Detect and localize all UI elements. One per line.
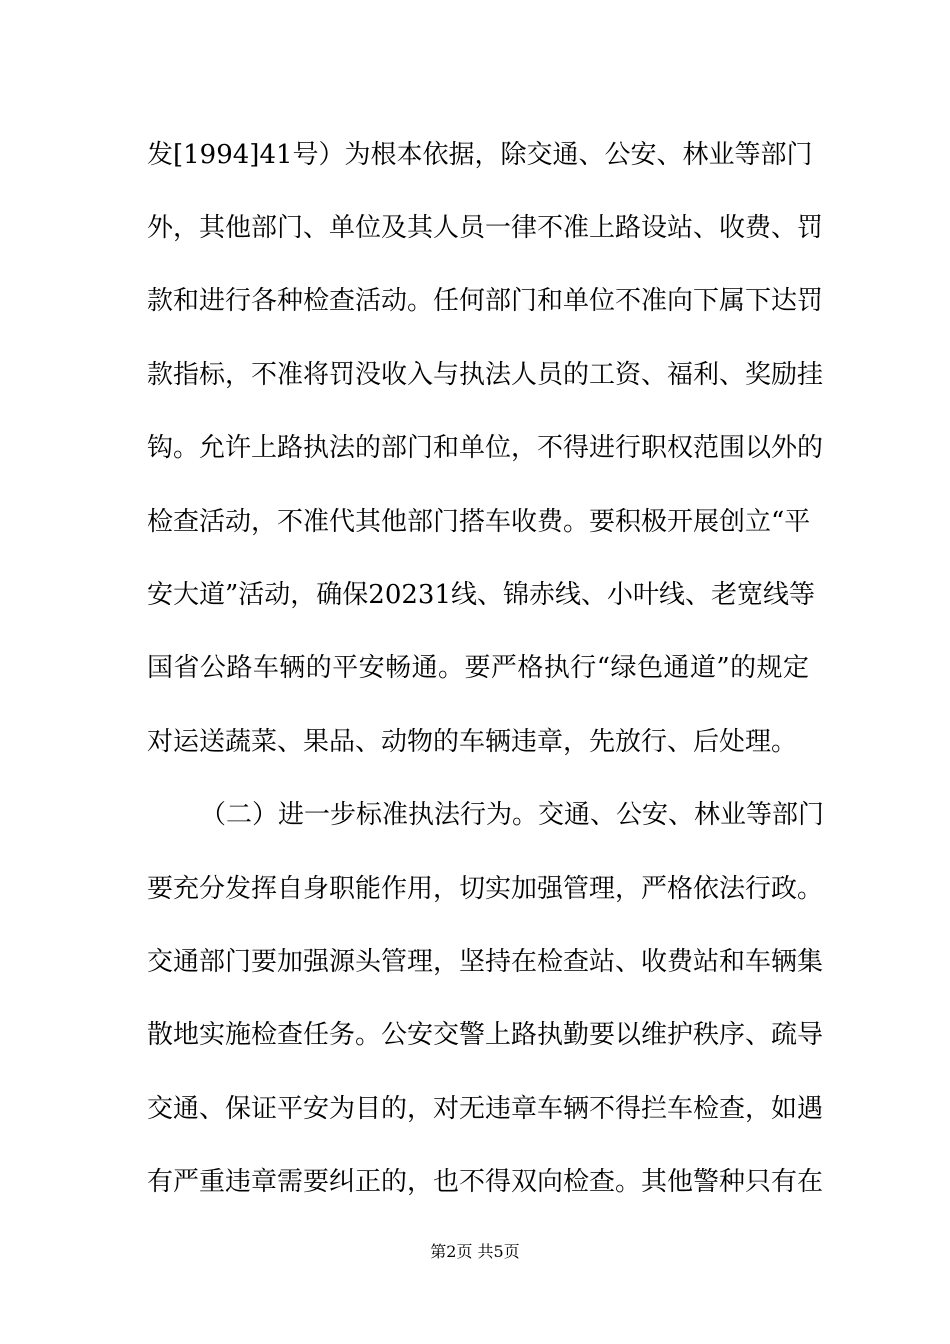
text-line-2: 外，其他部门、单位及其人员一律不准上路设站、收费、罚	[147, 213, 824, 243]
text-line-3: 款和进行各种检查活动。任何部门和单位不准向下属下达罚	[147, 286, 824, 316]
text-line-10: （二）进一步标准执法行为。交通、公安、林业等部门	[200, 800, 825, 830]
text-line-7: 安大道”活动，确保20231线、锦赤线、小叶线、老宽线等	[147, 580, 816, 610]
text-line-9: 对运送蔬菜、果品、动物的车辆违章，先放行、后处理。	[147, 727, 798, 757]
text-line-8: 国省公路车辆的平安畅通。要严格执行“绿色通道”的规定	[147, 653, 809, 683]
text-line-13: 散地实施检查任务。公安交警上路执勤要以维护秩序、疏导	[147, 1020, 824, 1050]
text-line-15: 有严重违章需要纠正的，也不得双向检查。其他警种只有在	[147, 1167, 824, 1197]
text-line-5: 钩。允许上路执法的部门和单位，不得进行职权范围以外的	[147, 433, 824, 463]
text-line-12: 交通部门要加强源头管理，坚持在检查站、收费站和车辆集	[147, 947, 824, 977]
text-line-6: 检查活动，不准代其他部门搭车收费。要积极开展创立“平	[147, 507, 811, 537]
text-line-14: 交通、保证平安为目的，对无违章车辆不得拦车检查，如遇	[147, 1094, 824, 1124]
page-footer: 第2页 共5页	[430, 1242, 520, 1261]
text-line-4: 款指标，不准将罚没收入与执法人员的工资、福利、奖励挂	[147, 360, 824, 390]
text-line-11: 要充分发挥自身职能作用，切实加强管理，严格依法行政。	[147, 874, 824, 904]
text-line-1: 发[1994]41号）为根本依据，除交通、公安、林业等部门	[147, 140, 813, 170]
